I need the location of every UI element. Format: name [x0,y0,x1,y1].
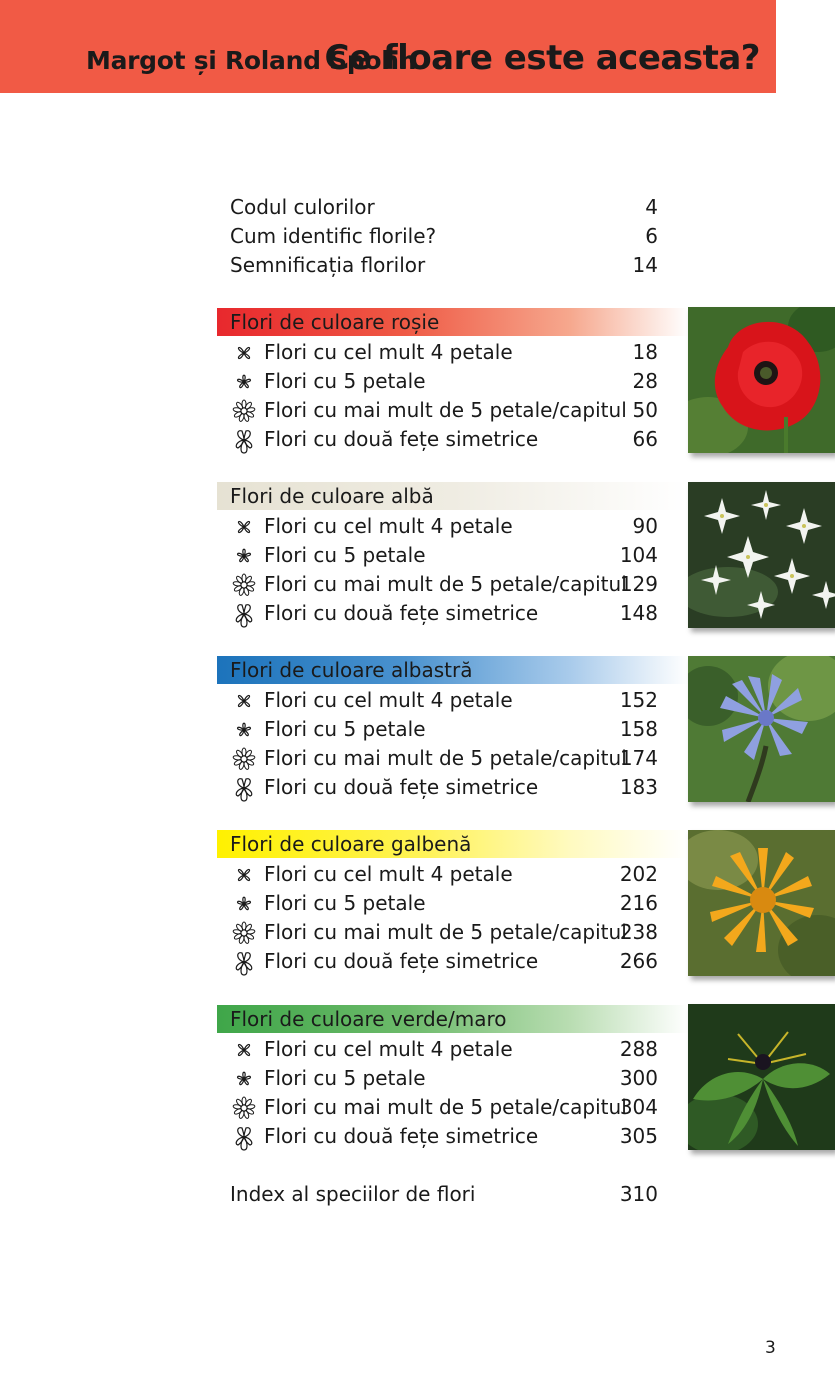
authors: Margot și Roland Spohn [86,46,417,75]
toc-entry-label: Flori cu două fețe simetrice [264,601,539,625]
toc-entry-label: Flori cu mai mult de 5 petale/capitul [264,572,627,596]
section-header-yellow[interactable] [217,830,688,858]
toc-entry[interactable] [264,744,658,773]
section-header-white[interactable] [217,482,688,510]
red-poppy-photo [688,307,835,453]
blue-chicory-photo [688,656,835,802]
toc-entry-label: Flori cu 5 petale [264,891,426,915]
toc-entry[interactable] [264,541,658,570]
many-petal-flower-icon [228,745,260,774]
toc-entry-color-code[interactable] [230,193,658,222]
symmetric-flower-icon [228,1123,260,1152]
toc-entry[interactable] [264,570,658,599]
toc-entry-page: 288 [619,1037,658,1061]
four-petal-flower-icon [228,339,260,368]
section-title: Flori de culoare galbenă [230,832,472,856]
toc-entry-page: 90 [632,514,658,538]
section-title: Flori de culoare albă [230,484,434,508]
toc-entry[interactable] [264,947,658,976]
five-petal-flower-icon [228,368,260,397]
toc-entry-label: Codul culorilor [230,195,375,219]
toc-entry-label: Flori cu 5 petale [264,543,426,567]
toc-entry-meaning[interactable] [230,251,658,280]
many-petal-flower-icon [228,397,260,426]
toc-entry-page: 6 [645,224,658,248]
toc-entry-page: 305 [619,1124,658,1148]
four-petal-flower-icon [228,513,260,542]
five-petal-flower-icon [228,716,260,745]
symmetric-flower-icon [228,600,260,629]
toc-entry-page: 148 [619,601,658,625]
toc-entry-page: 183 [619,775,658,799]
toc-entry-label: Flori cu mai mult de 5 petale/capitul [264,746,627,770]
five-petal-flower-icon [228,542,260,571]
toc-entry[interactable] [264,1093,658,1122]
toc-entry[interactable] [264,396,658,425]
toc-entry-page: 28 [632,369,658,393]
toc-entry-label: Flori cu două fețe simetrice [264,949,539,973]
toc-entry-page: 216 [619,891,658,915]
toc-entry[interactable] [264,773,658,802]
toc-entry-label: Flori cu mai mult de 5 petale/capitul [264,398,627,422]
toc-entry-page: 202 [619,862,658,886]
section-title: Flori de culoare albastră [230,658,473,682]
toc-entry-label: Semnificația florilor [230,253,426,277]
four-petal-flower-icon [228,687,260,716]
toc-entry-page: 266 [619,949,658,973]
toc-entry-page: 18 [632,340,658,364]
toc-entry-label: Flori cu două fețe simetrice [264,775,539,799]
book-title: Ce floare este aceasta? [324,38,760,78]
five-petal-flower-icon [228,890,260,919]
toc-entry-label: Flori cu mai mult de 5 petale/capitul [264,920,627,944]
section-header-green[interactable] [217,1005,688,1033]
toc-entry[interactable] [264,599,658,628]
toc-entry-label: Flori cu cel mult 4 petale [264,340,513,364]
toc-entry-label: Flori cu 5 petale [264,369,426,393]
toc-entry-page: 4 [645,195,658,219]
toc-entry-page: 304 [619,1095,658,1119]
toc-entry[interactable] [264,1035,658,1064]
toc-entry-page: 152 [619,688,658,712]
toc-entry-page: 129 [619,572,658,596]
many-petal-flower-icon [228,1094,260,1123]
toc-entry-label: Flori cu cel mult 4 petale [264,862,513,886]
section-title: Flori de culoare verde/maro [230,1007,507,1031]
toc-entry-label: Cum identific florile? [230,224,437,248]
toc-entry-label: Flori cu două fețe simetrice [264,427,539,451]
toc-entry[interactable] [264,338,658,367]
toc-entry[interactable] [264,686,658,715]
toc-entry-page: 66 [632,427,658,451]
page-number: 3 [765,1338,776,1358]
section-header-red[interactable] [217,308,688,336]
toc-entry-page: 14 [632,253,658,277]
four-petal-flower-icon [228,1036,260,1065]
four-petal-flower-icon [228,861,260,890]
toc-entry-page: 158 [619,717,658,741]
toc-entry[interactable] [264,860,658,889]
toc-entry-how-to-identify[interactable] [230,222,658,251]
toc-entry[interactable] [264,715,658,744]
toc-entry[interactable] [264,889,658,918]
symmetric-flower-icon [228,948,260,977]
toc-entry-page: 300 [619,1066,658,1090]
toc-entry-page: 174 [619,746,658,770]
toc-entry[interactable] [264,425,658,454]
toc-entry[interactable] [264,918,658,947]
toc-entry-page: 238 [619,920,658,944]
symmetric-flower-icon [228,774,260,803]
toc-entry[interactable] [264,512,658,541]
toc-entry-index[interactable] [230,1180,658,1209]
five-petal-flower-icon [228,1065,260,1094]
toc-entry[interactable] [264,367,658,396]
toc-entry-label: Flori cu cel mult 4 petale [264,514,513,538]
symmetric-flower-icon [228,426,260,455]
toc-entry-page: 104 [619,543,658,567]
toc-entry-label: Flori cu cel mult 4 petale [264,688,513,712]
many-petal-flower-icon [228,571,260,600]
section-title: Flori de culoare roșie [230,310,440,334]
toc-entry-label: Index al speciilor de flori [230,1182,476,1206]
section-header-blue[interactable] [217,656,688,684]
toc-entry-label: Flori cu 5 petale [264,717,426,741]
many-petal-flower-icon [228,919,260,948]
green-herb-paris-photo [688,1004,835,1150]
toc-entry-label: Flori cu cel mult 4 petale [264,1037,513,1061]
toc-entry-label: Flori cu două fețe simetrice [264,1124,539,1148]
toc-entry-page: 310 [619,1182,658,1206]
toc-entry-page: 50 [632,398,658,422]
white-star-flowers-photo [688,482,835,628]
toc-entry-label: Flori cu 5 petale [264,1066,426,1090]
yellow-arnica-photo [688,830,835,976]
toc-entry[interactable] [264,1064,658,1093]
toc-entry[interactable] [264,1122,658,1151]
toc-entry-label: Flori cu mai mult de 5 petale/capitul [264,1095,627,1119]
